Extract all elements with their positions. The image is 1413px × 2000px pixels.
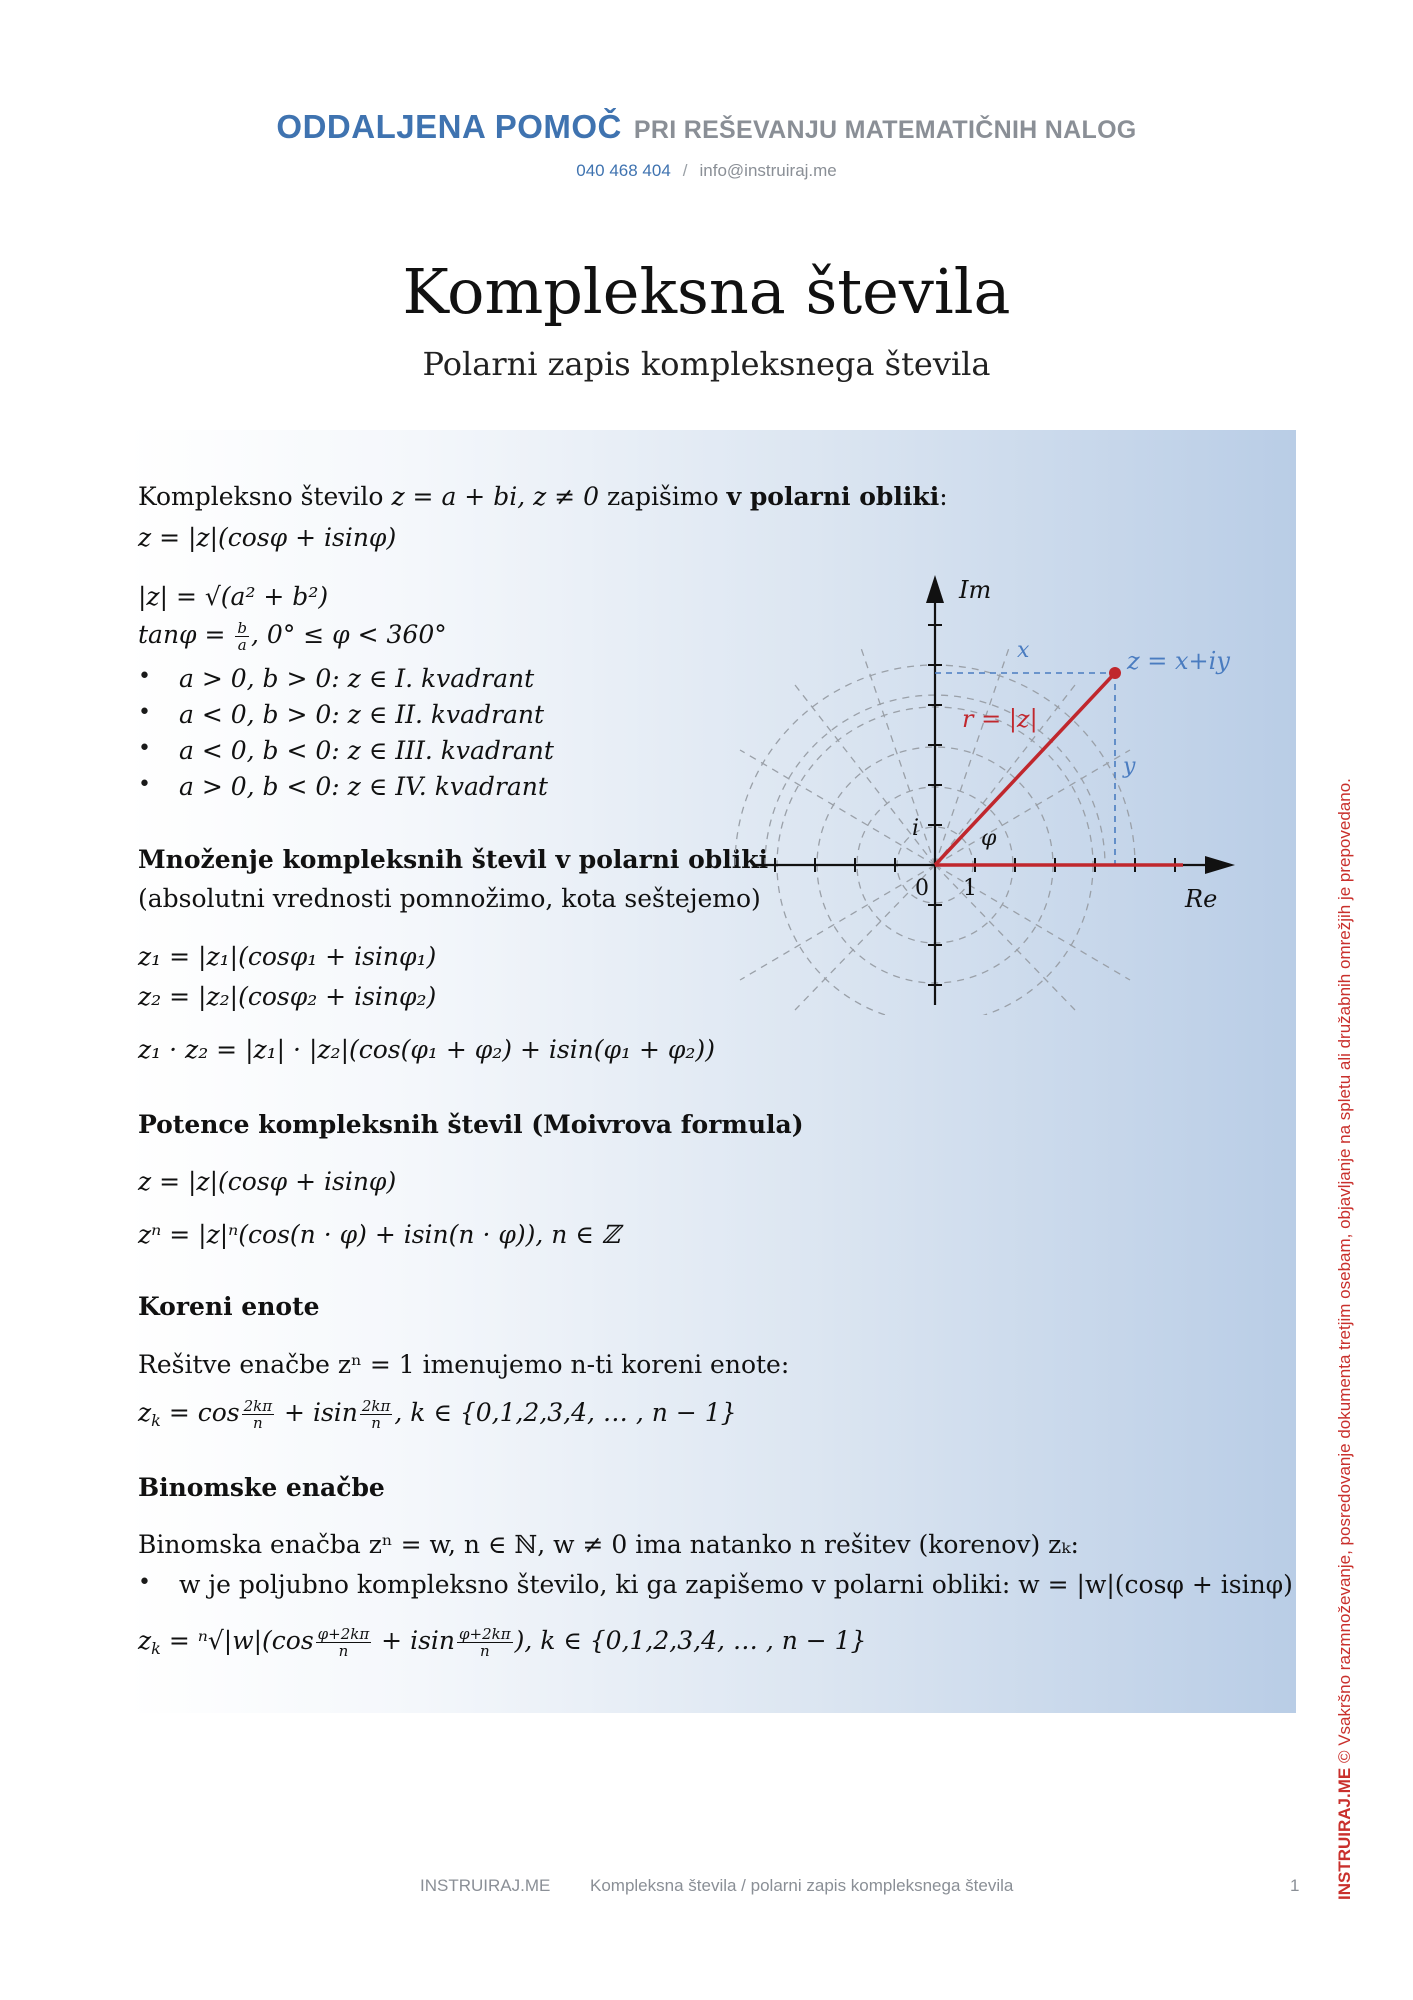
binomial-tail: ), k ∈ {0,1,2,3,4, … , n − 1} <box>514 1626 867 1655</box>
roots-frac-num: 2kπ <box>243 1397 273 1415</box>
grid-ray <box>795 865 935 1010</box>
y-label: y <box>1123 754 1136 779</box>
polar-intro-colon: : <box>939 482 948 511</box>
bullet-icon: • <box>138 772 151 797</box>
multiplication-heading: Množenje kompleksnih števil v polarni obliki <box>138 845 769 874</box>
page-subtitle: Polarni zapis kompleksnega števila <box>422 345 991 383</box>
roots-tail: , k ∈ {0,1,2,3,4, … , n − 1} <box>394 1398 737 1427</box>
binomial-frac-num: φ+2kπ <box>317 1625 370 1643</box>
z2-formula: z₂ = |z₂|(cosφ₂ + isinφ₂) <box>138 982 437 1011</box>
binomial-fraction-2 <box>457 1626 513 1659</box>
bullet-icon: • <box>138 700 151 725</box>
polar-intro-text: Kompleksno število <box>138 482 384 511</box>
tan-rhs: , 0° ≤ φ < 360° <box>251 620 447 649</box>
z1-formula: z₁ = |z₁|(cosφ₁ + isinφ₁) <box>138 942 437 971</box>
grid-ray <box>860 645 935 865</box>
roots-fraction-1 <box>242 1398 275 1431</box>
roots-frac-num: 2kπ <box>361 1397 391 1415</box>
roots-formula <box>138 1398 737 1431</box>
bullet-icon: • <box>138 664 151 689</box>
grid-ray <box>935 865 1075 1010</box>
tan-formula <box>138 620 447 653</box>
banner-light: PRI REŠEVANJU MATEMATIČNIH NALOG <box>633 116 1137 144</box>
page-title: Kompleksna števila <box>402 255 1011 328</box>
binomial-heading: Binomske enačbe <box>138 1473 385 1502</box>
tan-den: a <box>237 636 247 654</box>
multiplication-note: (absolutni vrednosti pomnožimo, kota seštejemo) <box>138 884 761 913</box>
roots-lhs: z <box>138 1398 152 1427</box>
roots-frac-den: n <box>253 1414 263 1432</box>
roots-fraction-2 <box>360 1398 393 1431</box>
bullet-icon: • <box>138 736 151 761</box>
product-formula: z₁ · z₂ = |z₁| · |z₂|(cos(φ₁ + φ₂) + isin(φ₁ + φ₂)) <box>138 1035 715 1064</box>
roots-mid: + isin <box>276 1398 358 1427</box>
angle-label: φ <box>981 826 997 851</box>
polar-intro <box>138 482 948 511</box>
tan-num: b <box>237 619 248 637</box>
re-arrow-icon <box>1205 856 1235 874</box>
binomial-fraction-1 <box>316 1626 372 1659</box>
binomial-frac-num: φ+2kπ <box>459 1625 511 1643</box>
grid-ray <box>935 750 1130 865</box>
i-label: i <box>912 816 920 841</box>
roots-lhs-sub: k <box>151 1411 161 1430</box>
modulus-vector <box>935 673 1115 865</box>
polar-formula: z = |z|(cosφ + isinφ) <box>138 523 397 552</box>
origin-label: 0 <box>915 876 929 901</box>
contact-line <box>0 161 1413 181</box>
im-label: Im <box>959 576 992 604</box>
grid-ray <box>740 865 935 980</box>
point-z <box>1109 667 1121 679</box>
roots-frac-den: n <box>371 1414 381 1432</box>
quadrant-4: a > 0, b < 0: z ∈ IV. kvadrant <box>179 772 548 801</box>
r-label: r = |z| <box>962 705 1038 733</box>
quadrant-2: a < 0, b > 0: z ∈ II. kvadrant <box>179 700 545 729</box>
binomial-bullet: w je poljubno kompleksno število, ki ga zapišemo v polarni obliki: w = |w|(cosφ + isinφ) <box>179 1570 1293 1599</box>
bullet-icon: • <box>138 1570 151 1595</box>
polar-intro-math: z = a + bi, z ≠ 0 <box>391 482 600 511</box>
powers-formula: z = |z|(cosφ + isinφ) <box>138 1167 397 1196</box>
roots-heading: Koreni enote <box>138 1292 320 1321</box>
roots-eq: = cos <box>160 1398 240 1427</box>
im-arrow-icon <box>926 575 944 603</box>
binomial-lhs-sub: k <box>151 1639 161 1658</box>
point-label: z = x+iy <box>1127 647 1230 675</box>
binomial-frac-den: n <box>338 1642 349 1660</box>
re-label: Re <box>1185 885 1218 913</box>
footer-brand: INSTRUIRAJ.ME <box>420 1876 551 1895</box>
footer-doc: Kompleksna števila / polarni zapis kompleksnega števila <box>590 1876 1014 1895</box>
binomial-lhs: z <box>138 1626 152 1655</box>
header-banner <box>0 108 1413 146</box>
phone-number[interactable]: 040 468 404 <box>576 161 671 180</box>
quadrant-3: a < 0, b < 0: z ∈ III. kvadrant <box>179 736 554 765</box>
tan-fraction <box>235 620 249 653</box>
email-link[interactable]: info@instruiraj.me <box>699 161 837 180</box>
unit-label: 1 <box>963 876 977 901</box>
modulus-formula: |z| = √(a² + b²) <box>138 582 329 611</box>
binomial-eq: = ⁿ√|w|(cos <box>160 1626 314 1655</box>
polar-intro-bold: v polarni obliki <box>726 482 940 511</box>
binomial-mid: + isin <box>373 1626 455 1655</box>
binomial-frac-den: n <box>479 1642 490 1660</box>
banner-strong: ODDALJENA POMOČ <box>276 108 622 145</box>
notice-brand: INSTRUIRAJ.ME <box>1335 1767 1354 1900</box>
tan-lhs: tanφ = <box>138 620 234 649</box>
moivre-formula: zⁿ = |z|ⁿ(cos(n · φ) + isin(n · φ)), n ∈ ℤ <box>138 1220 620 1249</box>
quadrant-1: a > 0, b > 0: z ∈ I. kvadrant <box>179 664 535 693</box>
x-label: x <box>1017 638 1030 663</box>
copyright-notice <box>1335 740 1355 1900</box>
grid-ray <box>740 750 935 865</box>
powers-heading: Potence kompleksnih števil (Moivrova formula) <box>138 1110 804 1139</box>
footer-page-number: 1 <box>1290 1876 1300 1895</box>
binomial-formula <box>138 1626 866 1659</box>
complex-plane-diagram <box>735 555 1255 1015</box>
binomial-text: Binomska enačba zⁿ = w, n ∈ ℕ, w ≠ 0 ima natanko n rešitev (korenov) zₖ: <box>138 1530 1079 1559</box>
grid-ray <box>935 645 1010 865</box>
notice-text: © Vsakršno razmnoževanje, posredovanje dokumenta tretjim osebam, objavljanje na spletu ali družabnih omrežjih je prepovedano. <box>1335 778 1354 1764</box>
polar-intro-tail: zapišimo <box>606 482 719 511</box>
roots-text: Rešitve enačbe zⁿ = 1 imenujemo n-ti koreni enote: <box>138 1350 790 1379</box>
contact-separator: / <box>682 161 688 180</box>
